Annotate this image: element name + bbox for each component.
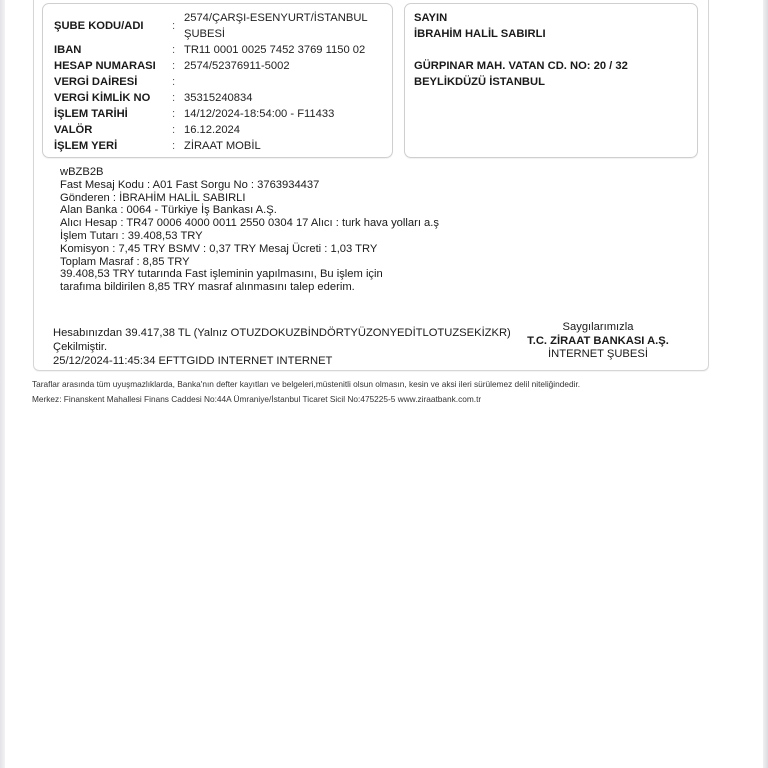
account-info-box — [42, 3, 393, 158]
info-row-account-number — [54, 58, 384, 74]
info-separator: : — [172, 76, 176, 88]
recipient-address-line-1: GÜRPINAR MAH. VATAN CD. NO: 20 / 32 — [414, 60, 628, 72]
detail-line: Gönderen : İBRAHİM HALİL SABIRLI — [60, 191, 246, 204]
withdrawal-amount-line: Hesabınızdan 39.417,38 TL (Yalnız OTUZDOKUZBİNDÖRTYÜZONYEDİTLOTUZSEKİZKR) — [53, 327, 511, 339]
withdrawal-status: Çekilmiştir. — [53, 340, 108, 353]
info-row-tax-office — [54, 74, 384, 90]
info-value-value-date: 16.12.2024 — [184, 124, 240, 136]
recipient-address-line-2: BEYLİKDÜZÜ İSTANBUL — [414, 76, 545, 88]
detail-line: Alıcı Hesap : TR47 0006 4000 0011 2550 0304 17 Alıcı : turk hava yolları a.ş — [60, 217, 439, 230]
info-row-transaction-channel — [54, 138, 384, 154]
signature-greeting: Saygılarımızla — [562, 321, 634, 333]
info-row-transaction-date — [54, 106, 384, 122]
footer-disclaimer: Taraflar arasında tüm uyuşmazlıklarda, Banka'nın defter kayıtları ve belgeleri,müstenitli olsun olmasın, kesin ve aksi ileri sürülemez delil niteliğindedir. — [32, 379, 581, 389]
info-label: VALÖR — [54, 124, 93, 136]
info-label: HESAP NUMARASI — [54, 60, 156, 72]
info-value-transaction-channel: ZİRAAT MOBİL — [184, 140, 261, 152]
withdrawal-timestamp: 25/12/2024-11:45:34 EFTTGIDD INTERNET INTERNET — [53, 355, 333, 367]
recipient-address-block — [414, 10, 628, 90]
page-edge-left — [0, 0, 5, 768]
detail-line: 39.408,53 TRY tutarında Fast işleminin yapılmasını, Bu işlem için — [60, 268, 383, 281]
info-value-tax-office — [184, 74, 384, 90]
recipient-box — [404, 3, 698, 158]
detail-line: Komisyon : 7,45 TRY BSMV : 0,37 TRY Mesaj Ücreti : 1,03 TRY — [60, 242, 378, 255]
account-info-table — [54, 10, 384, 154]
info-label: İŞLEM TARİHİ — [54, 108, 128, 120]
withdrawal-note — [53, 327, 511, 369]
info-row-iban — [54, 42, 384, 58]
info-separator: : — [172, 92, 176, 104]
info-row-value-date — [54, 122, 384, 138]
transaction-details — [60, 166, 439, 294]
detail-line: Toplam Masraf : 8,85 TRY — [60, 255, 190, 268]
detail-line: tarafıma bildirilen 8,85 TRY masraf alınmasını talep ederim. — [60, 281, 355, 294]
info-separator: : — [172, 140, 176, 152]
detail-line: Alan Banka : 0064 - Türkiye İş Bankası A.Ş. — [60, 204, 277, 217]
info-row-branch — [54, 10, 384, 42]
info-separator: : — [172, 124, 176, 136]
recipient-name: İBRAHİM HALİL SABIRLI — [414, 28, 546, 40]
info-value-iban: TR11 0001 0025 7452 3769 1150 02 — [184, 44, 366, 56]
detail-line: wBZB2B — [60, 166, 104, 178]
bank-signature — [518, 321, 678, 362]
signature-branch: İNTERNET ŞUBESİ — [548, 348, 648, 360]
footer-address: Merkez: Finanskent Mahallesi Finans Caddesi No:44A Ümraniye/İstanbul Ticaret Sicil No:475225-5 www.ziraatbank.com.tr — [32, 394, 482, 404]
detail-line: İşlem Tutarı : 39.408,53 TRY — [60, 229, 203, 242]
info-separator: : — [172, 108, 176, 120]
recipient-salutation: SAYIN — [414, 12, 448, 24]
info-value-transaction-date: 14/12/2024-18:54:00 - F11433 — [184, 108, 335, 120]
branch-line-2: ŞUBESİ — [184, 28, 226, 40]
info-separator: : — [172, 44, 176, 56]
info-value-branch — [184, 10, 384, 42]
info-value-tax-id: 35315240834 — [184, 92, 253, 104]
info-label: VERGİ KİMLİK NO — [54, 92, 151, 104]
info-label: ŞUBE KODU/ADI — [54, 20, 144, 32]
signature-bank-name: T.C. ZİRAAT BANKASI A.Ş. — [527, 334, 669, 347]
info-separator: : — [172, 20, 176, 32]
info-separator: : — [172, 60, 176, 72]
branch-line-1: 2574/ÇARŞI-ESENYURT/İSTANBUL — [184, 12, 368, 24]
legal-footer — [32, 377, 580, 407]
info-value-account-number: 2574/52376911-5002 — [184, 60, 290, 72]
info-label: VERGİ DAİRESİ — [54, 76, 138, 88]
detail-line: Fast Mesaj Kodu : A01 Fast Sorgu No : 3763934437 — [60, 178, 320, 191]
page-edge-right — [763, 0, 768, 768]
info-label: IBAN — [54, 44, 82, 56]
info-label: İŞLEM YERİ — [54, 140, 118, 152]
info-row-tax-id — [54, 90, 384, 106]
